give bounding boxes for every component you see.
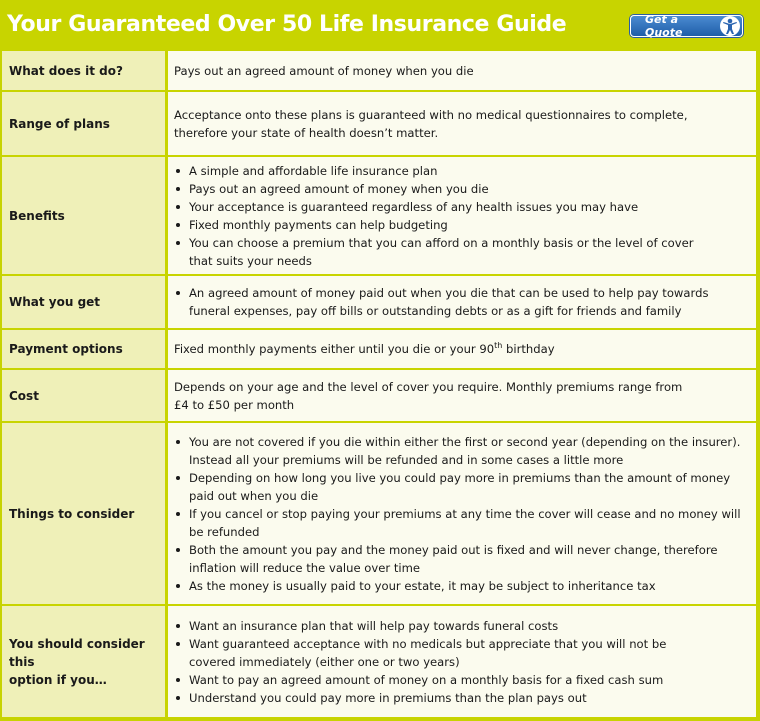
get-a-quote-button[interactable] [630,15,743,37]
bullet-item: A simple and affordable life insurance plan [174,162,750,180]
bullet-item: Your acceptance is guaranteed regardless of any health issues you may have [174,198,750,216]
bullet-item: Pays out an agreed amount of money when you die [174,180,750,198]
row-value [168,330,756,368]
bullet-list [174,433,750,595]
bullet-item: Want to pay an agreed amount of money on a monthly basis for a fixed cash sum [174,671,750,689]
row-label: What you get [2,276,165,328]
row-label: You should consider this option if you… [2,606,165,717]
row-value [168,157,756,274]
row-text-line: Acceptance onto these plans is guaranteed with no medical questionnaires to complete, [174,107,688,122]
row-label: Benefits [2,157,165,274]
header-bar [0,0,760,50]
bullet-item: Want guaranteed acceptance with no medicals but appreciate that you will not be covered immediately (either one or two years) [174,635,750,671]
bullet-item: You can choose a premium that you can afford on a monthly basis or the level of cover that suits your needs [174,234,750,270]
row-text-line: £4 to £50 per month [174,397,295,412]
row-value [168,370,756,421]
bullet-item: You are not covered if you die within either the first or second year (depending on the insurer). Instead all your premiums will be refunded and in some cases a little more [174,433,750,469]
row-value [168,92,756,155]
person-icon [719,15,741,37]
row-text: Pays out an agreed amount of money when you die [174,63,474,78]
row-label: Payment options [2,330,165,368]
page-title: Your Guaranteed Over 50 Life Insurance Guide [7,12,567,37]
bullet-item: Want an insurance plan that will help pay towards funeral costs [174,617,750,635]
info-table [2,51,756,718]
row-label: What does it do? [2,51,165,90]
row-text-line: therefore your state of health doesn’t matter. [174,125,439,140]
bullet-item: If you cancel or stop paying your premiums at any time the cover will cease and no money will be refunded [174,505,750,541]
bullet-item: Fixed monthly payments can help budgeting [174,216,750,234]
bullet-item: As the money is usually paid to your estate, it may be subject to inheritance tax [174,577,750,595]
row-value [168,423,756,604]
bullet-list [174,284,750,320]
bullet-list [174,162,750,270]
row-value [168,606,756,717]
get-a-quote-label: Get a Quote [645,13,683,39]
bullet-item: Depending on how long you live you could pay more in premiums than the amount of money paid out when you die [174,469,750,505]
row-text: Fixed monthly payments either until you die or your 90th birthday [174,341,555,356]
bullet-item: An agreed amount of money paid out when you die that can be used to help pay towards funeral expenses, pay off bills or outstanding debts or as a gift for friends and family [174,284,750,320]
bullet-list [174,617,750,707]
row-text-line: Depends on your age and the level of cover you require. Monthly premiums range from [174,379,683,394]
bullet-item: Both the amount you pay and the money paid out is fixed and will never change, therefore inflation will reduce the value over time [174,541,750,577]
row-label: Range of plans [2,92,165,155]
row-value [168,51,756,90]
bullet-item: Understand you could pay more in premiums than the plan pays out [174,689,750,707]
row-value [168,276,756,328]
row-label: Things to consider [2,423,165,604]
row-label: Cost [2,370,165,421]
